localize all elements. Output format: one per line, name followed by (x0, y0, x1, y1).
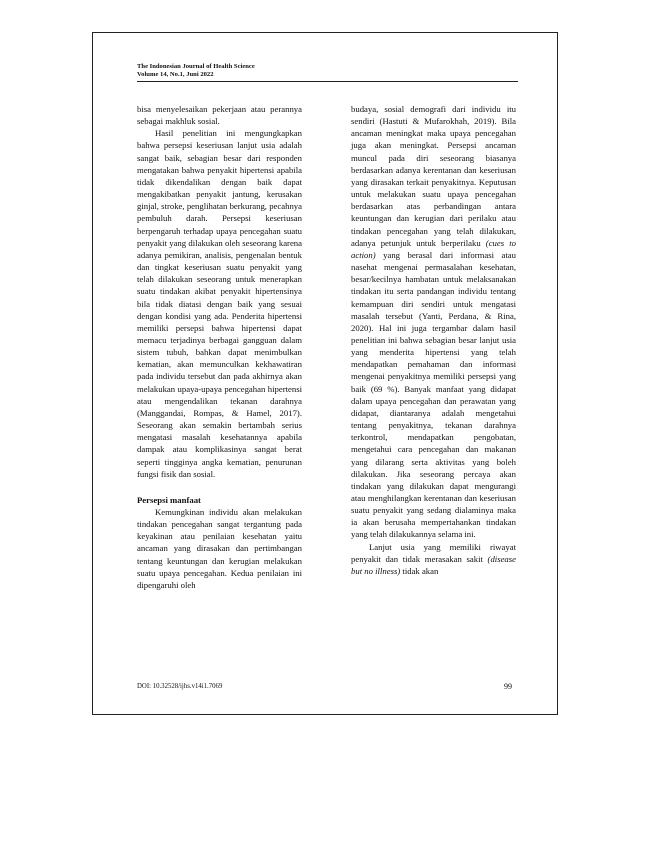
doi: DOI: 10.32528/ijhs.v14i1.7069 (137, 683, 223, 690)
text-run: Lanjut usia yang memiliki riwayat penyakit dan tidak merasakan sakit (351, 541, 516, 564)
header-rule (137, 81, 518, 82)
italic-term: (cues to action) (351, 237, 516, 260)
text-run: tidak akan (402, 565, 439, 576)
page-footer (137, 681, 518, 693)
italic-term: (disease but no illness) (351, 553, 517, 576)
volume-line: Volume 14, No.1, Juni 2022 (137, 71, 214, 78)
paragraph: Kemungkinan individu akan melakukan tindakan pencegahan sangat tergantung pada keyakinan atau penilaian kesehatan yaitu ancaman yang dirasakan dan pertimbangan tentang keuntungan dan kerugian melakukan suatu upaya pencegahan. Kedua penilaian ini dipengaruhi oleh (137, 507, 302, 590)
paragraph (351, 541, 516, 577)
journal-title: The Indonesian Journal of Health Science (137, 63, 255, 70)
paragraph: Hasil penelitian ini mengungkapkan bahwa persepsi keseriusan lanjut usia adalah sangat baik, sebagian besar dari responden mengatakan bahwa penyakit hipertensi apabila tidak dikendalikan dengan baik dapat mengakibatkan penyakit jantung, kerusakan ginjal, stroke, penglihatan berkurang, pecahnya pembuluh darah. Persepsi keseriusan berpengaruh terhadap upaya pencegahan suatu penyakit yang dilakukan oleh seseorang karena adanya pemikiran, analisis, pengenalan bentuk dan tingkat keseriusan suatu penyakit yang telah dilakukan seseorang untuk menerapkan suatu tindakan akibat penyakit hipertensinya bila tidak diatasi dengan baik yang sesuai dengan kondisi yang ada. Penderita hipertensi memiliki persepsi bahwa hipertensi dapat memacu terjadinya berbagai gangguan dalam sistem tubuh, bahkan dapat menimbulkan kematian, akan memunculkan kekhawatiran pada individu tersebut dan pada akhirnya akan melakukan upaya-upaya pencegahan hipertensi atau mengendalikan tekanan darahnya (Manggandai, Rompas, & Hamel, 2017). Seseorang akan semakin bertambah serius mengatasi masalah kesehatannya apabila dampak atau komplikasinya sangat berat seperti tingginya angka kematian, penurunan fungsi fisik dan sosial. (137, 128, 302, 479)
text-run: yang berasal dari informasi atau nasehat mengenai permasalahan kesehatan, besar/kecilnya hambatan untuk melaksanakan tindakan itu serta pandangan individu tentang kemampuan diri sendiri untuk mengatasi masalah tersebut (Yanti, Perdana, & Rina, 2020). Hal ini juga tergambar dalam hasil penelitian ini bahwa sebagian besar lanjut usia yang menderita hipertensi yang telah mendapatkan pemahaman dan informasi mengenai penyakitnya memiliki persepsi yang baik (69 %). Banyak manfaat yang didapat dalam upaya pencegahan dan perawatan yang didapat, diantaranya adalah mengetahui tentang penyakitnya, tekanan darahnya terkontrol, mendapatkan pengobatan, mengetahui cara pencegahan dan makanan yang dilarang serta aktivitas yang boleh dilakukan. Jika seseorang percaya akan tindakan yang dilakukan dapat mengurangi atau menghilangkan kerentanan dan keseriusan suatu penyakit yang sedang dialaminya maka ia akan berusaha mempertahankan tindakan yang telah dilakukannya selama ini. (351, 249, 516, 540)
journal-header (137, 63, 517, 79)
page-number: 99 (504, 682, 512, 691)
paragraph (351, 103, 516, 541)
text-run: budaya, sosial demografi dari individu itu sendiri (Hastuti & Mufarokhah, 2019). Bila ancaman meningkat maka upaya pencegahan juga akan meningkat. Persepsi ancaman muncul pada diri seseorang biasanya berdasarkan adanya kerentanan dan keseriusan yang dirasakan terkait penyakitnya. Keputusan untuk melakukan suatu upaya pencegahan berdasarkan atas perbandingan antara keuntungan dan kerugian dari perilaku atau tindakan pencegahan yang telah dilakukan, adanya petunjuk untuk berperilaku (351, 104, 516, 248)
right-column (351, 103, 516, 577)
section-heading: Persepsi manfaat (137, 494, 201, 505)
left-column (137, 103, 302, 591)
paragraph: bisa menyelesaikan pekerjaan atau perannya sebagai makhluk sosial. (137, 104, 302, 127)
